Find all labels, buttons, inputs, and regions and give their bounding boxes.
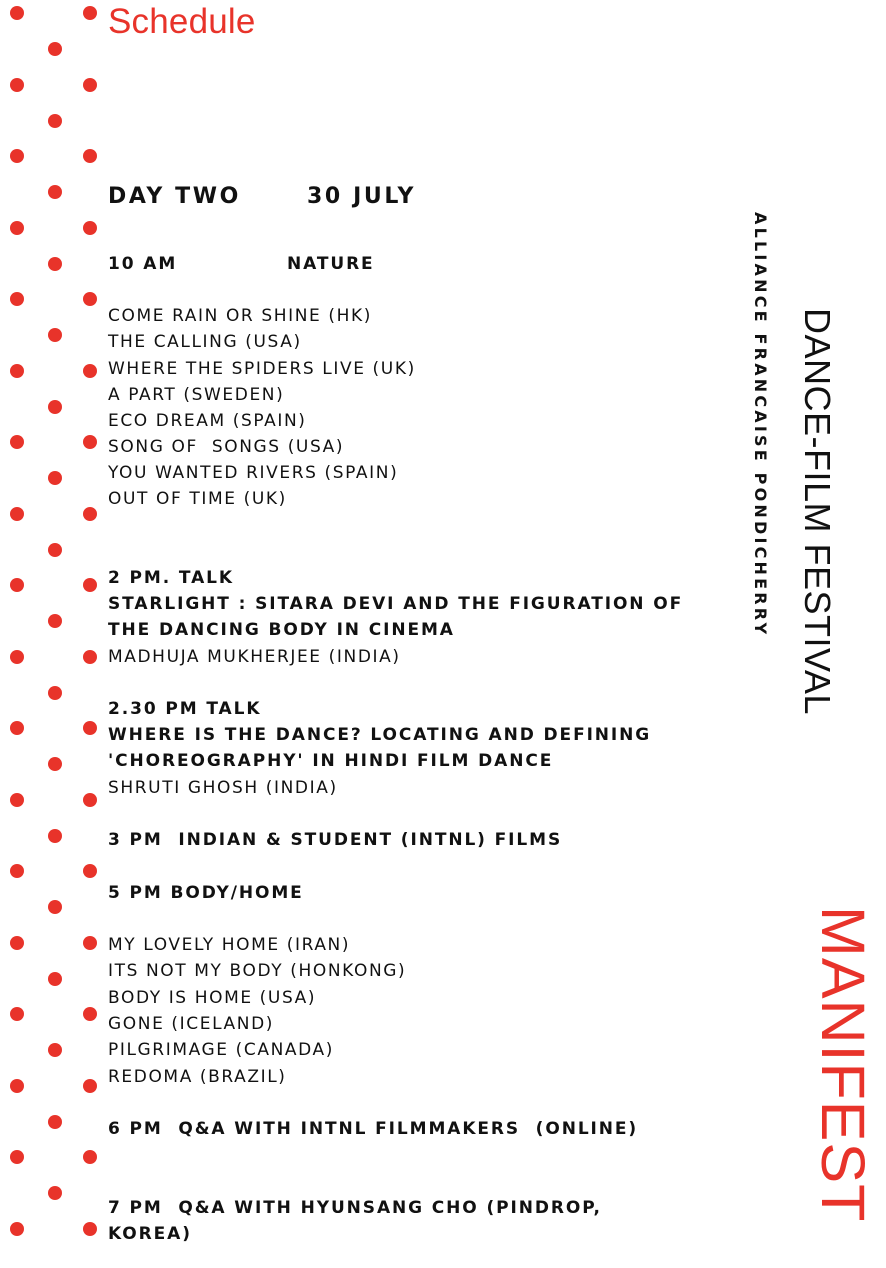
film-title: ITS NOT MY BODY (HONKONG) <box>108 961 407 981</box>
decorative-dot-border <box>0 0 100 1268</box>
dot-icon <box>83 78 97 92</box>
talk-title: 'CHOREOGRAPHY' IN HINDI FILM DANCE <box>108 751 554 771</box>
dot-icon <box>48 614 62 628</box>
dot-icon <box>48 543 62 557</box>
film-title: OUT OF TIME (UK) <box>108 489 287 509</box>
film-title: WHERE THE SPIDERS LIVE (UK) <box>108 359 416 379</box>
film-title: ECO DREAM (SPAIN) <box>108 411 307 431</box>
dot-icon <box>83 864 97 878</box>
session-heading: 5 PM BODY/HOME <box>108 883 304 903</box>
dot-icon <box>83 793 97 807</box>
dot-icon <box>48 400 62 414</box>
dot-icon <box>48 257 62 271</box>
film-title: SONG OF SONGS (USA) <box>108 437 345 457</box>
dot-icon <box>83 1079 97 1093</box>
dot-icon <box>83 721 97 735</box>
dot-icon <box>83 650 97 664</box>
session-heading: 7 PM Q&A WITH HYUNSANG CHO (PINDROP, <box>108 1198 602 1218</box>
dot-icon <box>83 1007 97 1021</box>
dot-icon <box>10 793 24 807</box>
dot-icon <box>10 364 24 378</box>
film-title: A PART (SWEDEN) <box>108 385 285 405</box>
dot-icon <box>48 1186 62 1200</box>
day-label: DAY TWO <box>108 184 241 209</box>
dot-icon <box>83 507 97 521</box>
dot-icon <box>83 1222 97 1236</box>
film-title: PILGRIMAGE (CANADA) <box>108 1040 334 1060</box>
brand-wordmark: MANIFEST <box>809 906 877 1223</box>
dot-icon <box>10 221 24 235</box>
dot-icon <box>83 364 97 378</box>
dot-icon <box>48 1115 62 1129</box>
dot-icon <box>83 1150 97 1164</box>
dot-icon <box>10 78 24 92</box>
dot-icon <box>48 686 62 700</box>
dot-icon <box>48 328 62 342</box>
film-title: COME RAIN OR SHINE (HK) <box>108 306 372 326</box>
talk-speaker: MADHUJA MUKHERJEE (INDIA) <box>108 647 401 667</box>
session-heading: KOREA) <box>108 1224 192 1244</box>
dot-icon <box>48 185 62 199</box>
film-title: MY LOVELY HOME (IRAN) <box>108 935 351 955</box>
dot-icon <box>10 1222 24 1236</box>
talk-heading: 2 PM. TALK <box>108 568 234 588</box>
dot-icon <box>83 292 97 306</box>
dot-icon <box>83 149 97 163</box>
dot-icon <box>48 1043 62 1057</box>
dot-icon <box>48 42 62 56</box>
film-title: REDOMA (BRAZIL) <box>108 1067 287 1087</box>
session-heading: 3 PM INDIAN & STUDENT (INTNL) FILMS <box>108 830 563 850</box>
session-heading: 6 PM Q&A WITH INTNL FILMMAKERS (ONLINE) <box>108 1119 639 1139</box>
film-title: GONE (ICELAND) <box>108 1014 275 1034</box>
dot-icon <box>83 435 97 449</box>
talk-title: STARLIGHT : SITARA DEVI AND THE FIGURATION OF <box>108 594 684 614</box>
dot-icon <box>10 507 24 521</box>
film-title: THE CALLING (USA) <box>108 332 302 352</box>
dot-icon <box>48 757 62 771</box>
dot-icon <box>48 972 62 986</box>
dot-icon <box>48 829 62 843</box>
dot-icon <box>10 6 24 20</box>
dot-icon <box>10 1079 24 1093</box>
day-date: 30 JULY <box>307 184 417 209</box>
talk-heading: 2.30 PM TALK <box>108 699 262 719</box>
talk-speaker: SHRUTI GHOSH (INDIA) <box>108 778 338 798</box>
dot-icon <box>10 650 24 664</box>
dot-icon <box>83 936 97 950</box>
dot-icon <box>48 114 62 128</box>
film-title: BODY IS HOME (USA) <box>108 988 317 1008</box>
dot-icon <box>10 292 24 306</box>
dot-icon <box>10 435 24 449</box>
talk-title: WHERE IS THE DANCE? LOCATING AND DEFINING <box>108 725 652 745</box>
dot-icon <box>10 149 24 163</box>
organizer-label: ALLIANCE FRANCAISE PONDICHERRY <box>751 212 770 638</box>
page-title: Schedule <box>108 2 256 41</box>
dot-icon <box>48 900 62 914</box>
film-title: YOU WANTED RIVERS (SPAIN) <box>108 463 399 483</box>
dot-icon <box>10 1150 24 1164</box>
dot-icon <box>48 471 62 485</box>
dot-icon <box>10 721 24 735</box>
talk-title: THE DANCING BODY IN CINEMA <box>108 620 455 640</box>
dot-icon <box>10 578 24 592</box>
dot-icon <box>83 221 97 235</box>
festival-label: DANCE-FILM FESTIVAL <box>797 308 838 715</box>
session-theme: NATURE <box>287 254 375 274</box>
session-time: 10 AM <box>108 254 178 274</box>
dot-icon <box>10 936 24 950</box>
dot-icon <box>10 864 24 878</box>
dot-icon <box>10 1007 24 1021</box>
dot-icon <box>83 6 97 20</box>
dot-icon <box>83 578 97 592</box>
